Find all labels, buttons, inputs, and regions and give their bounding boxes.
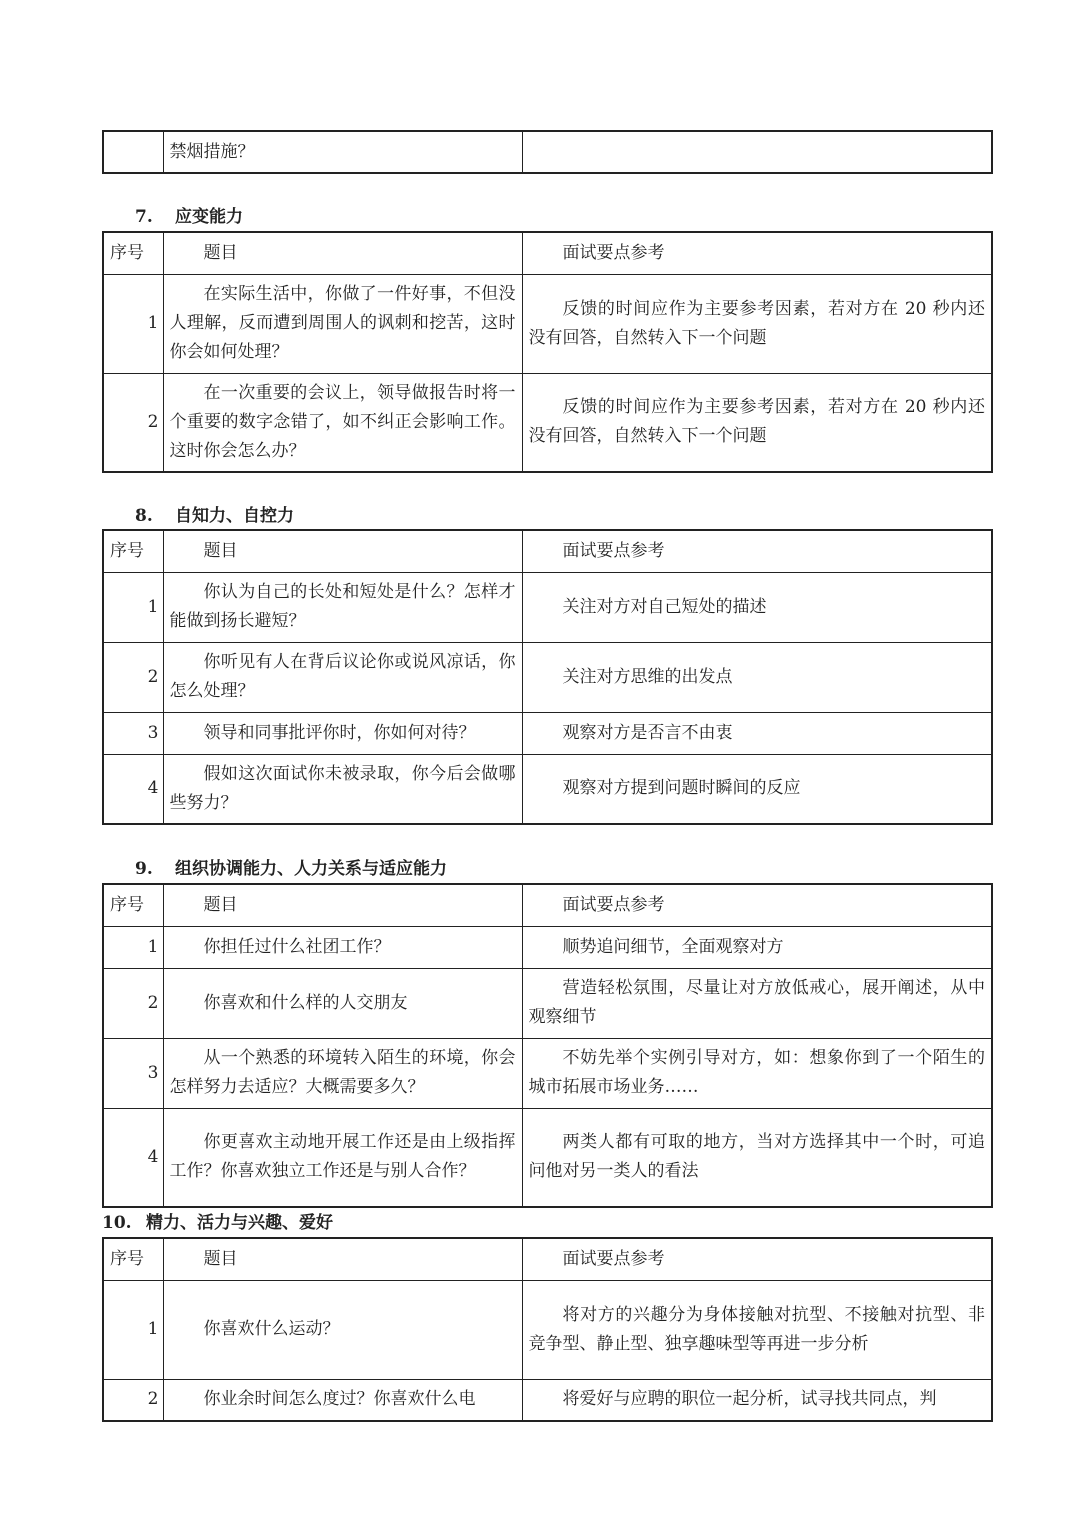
answer-cell: 将爱好与应聘的职位一起分析，试寻找共同点，判 (522, 1379, 992, 1421)
table-header-row (103, 530, 992, 572)
question-cell: 从一个熟悉的环境转入陌生的环境，你会怎样努力去适应？大概需要多久？ (163, 1038, 522, 1108)
answer-cell: 不妨先举个实例引导对方，如：想象你到了一个陌生的城市拓展市场业务…… (522, 1038, 992, 1108)
row-number: 1 (103, 274, 163, 373)
section-title (135, 857, 447, 881)
answer-cell: 两类人都有可取的地方，当对方选择其中一个时，可追问他对另一类人的看法 (522, 1108, 992, 1207)
question-cell: 你担任过什么社团工作？ (163, 926, 522, 968)
answer-cell: 将对方的兴趣分为身体接触对抗型、不接触对抗型、非竞争型、静止型、独享趣味型等再进一步分析 (522, 1280, 992, 1379)
question-cell: 你业余时间怎么度过？你喜欢什么电 (163, 1379, 522, 1421)
table-row (103, 642, 992, 712)
row-number: 4 (103, 754, 163, 824)
row-number: 4 (103, 1108, 163, 1207)
section-heading: 自知力、自控力 (175, 506, 294, 526)
answer-cell: 顺势追问细节，全面观察对方 (522, 926, 992, 968)
table-row (103, 131, 992, 173)
header-question: 题目 (163, 530, 522, 572)
section-table (102, 1237, 993, 1422)
row-number (103, 131, 163, 173)
table-header-row (103, 1238, 992, 1280)
question-cell: 在一次重要的会议上，领导做报告时将一个重要的数字念错了，如不纠正会影响工作。这时你会怎么办？ (163, 373, 522, 472)
section-table (102, 883, 993, 1208)
row-number: 3 (103, 1038, 163, 1108)
row-number: 3 (103, 712, 163, 754)
answer-cell: 观察对方是否言不由衷 (522, 712, 992, 754)
table-row (103, 1379, 992, 1421)
section-heading: 精力、活力与兴趣、爱好 (146, 1213, 333, 1233)
section-number: 7. (135, 207, 153, 227)
answer-cell: 营造轻松氛围，尽量让对方放低戒心，展开阐述，从中观察细节 (522, 968, 992, 1038)
table-row (103, 754, 992, 824)
table-row (103, 1038, 992, 1108)
section-number: 10. (102, 1213, 132, 1233)
header-question: 题目 (163, 232, 522, 274)
row-number: 1 (103, 572, 163, 642)
row-number: 2 (103, 968, 163, 1038)
row-number: 1 (103, 926, 163, 968)
table-row (103, 712, 992, 754)
section-table (102, 231, 993, 473)
row-number: 2 (103, 642, 163, 712)
section-number: 8. (135, 506, 153, 526)
answer-cell: 观察对方提到问题时瞬间的反应 (522, 754, 992, 824)
header-question: 题目 (163, 1238, 522, 1280)
top-table (102, 130, 993, 174)
section-table (102, 529, 993, 825)
section-title (102, 1211, 333, 1235)
answer-cell: 反馈的时间应作为主要参考因素，若对方在 20 秒内还没有回答，自然转入下一个问题 (522, 373, 992, 472)
header-no: 序号 (103, 530, 163, 572)
question-cell: 在实际生活中，你做了一件好事，不但没人理解，反而遭到周围人的讽刺和挖苦，这时你会如何处理？ (163, 274, 522, 373)
section-heading: 应变能力 (175, 207, 243, 227)
section-title (135, 504, 294, 528)
header-answer: 面试要点参考 (522, 884, 992, 926)
header-question: 题目 (163, 884, 522, 926)
header-answer: 面试要点参考 (522, 530, 992, 572)
header-no: 序号 (103, 1238, 163, 1280)
table-header-row (103, 884, 992, 926)
question-cell: 你喜欢什么运动？ (163, 1280, 522, 1379)
question-cell: 你听见有人在背后议论你或说风凉话，你怎么处理？ (163, 642, 522, 712)
table-row (103, 968, 992, 1038)
answer-cell (522, 131, 992, 173)
row-number: 2 (103, 373, 163, 472)
table-row (103, 373, 992, 472)
table-header-row (103, 232, 992, 274)
section-heading: 组织协调能力、人力关系与适应能力 (175, 859, 447, 879)
section-title (135, 205, 243, 229)
question-cell: 你更喜欢主动地开展工作还是由上级指挥工作？你喜欢独立工作还是与别人合作？ (163, 1108, 522, 1207)
row-number: 1 (103, 1280, 163, 1379)
table-row (103, 1108, 992, 1207)
question-cell: 假如这次面试你未被录取，你今后会做哪些努力？ (163, 754, 522, 824)
header-no: 序号 (103, 884, 163, 926)
question-cell: 你认为自己的长处和短处是什么？怎样才能做到扬长避短？ (163, 572, 522, 642)
row-number: 2 (103, 1379, 163, 1421)
answer-cell: 关注对方对自己短处的描述 (522, 572, 992, 642)
question-cell: 禁烟措施？ (163, 131, 522, 173)
header-no: 序号 (103, 232, 163, 274)
table-row (103, 274, 992, 373)
table-row (103, 1280, 992, 1379)
question-cell: 你喜欢和什么样的人交朋友 (163, 968, 522, 1038)
table-row (103, 572, 992, 642)
question-cell: 领导和同事批评你时，你如何对待？ (163, 712, 522, 754)
table-row (103, 926, 992, 968)
header-answer: 面试要点参考 (522, 232, 992, 274)
answer-cell: 反馈的时间应作为主要参考因素，若对方在 20 秒内还没有回答，自然转入下一个问题 (522, 274, 992, 373)
section-number: 9. (135, 859, 153, 879)
answer-cell: 关注对方思维的出发点 (522, 642, 992, 712)
header-answer: 面试要点参考 (522, 1238, 992, 1280)
